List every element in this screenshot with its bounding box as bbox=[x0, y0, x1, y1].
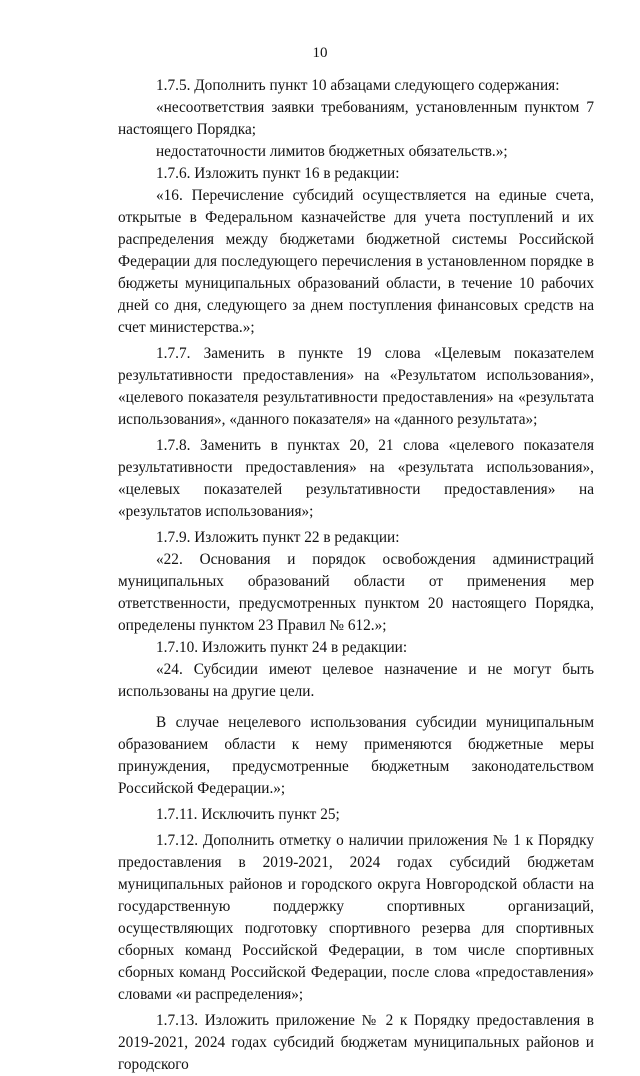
paragraph-1-7-11: 1.7.11. Исключить пункт 25; bbox=[156, 806, 340, 823]
paragraph-1-7-8: 1.7.8. Заменить в пунктах 20, 21 слова «целевого показателя результативности предоставления» на «результата использования», «целевых показателей результативности предоставления» на «результатов использования»; bbox=[118, 437, 594, 520]
paragraph-1-7-13: 1.7.13. Изложить приложение № 2 к Порядку предоставления в 2019-2021, 2024 годах субсидий бюджетам муниципальных районов и городского bbox=[118, 1012, 594, 1073]
paragraph-1-7-5: 1.7.5. Дополнить пункт 10 абзацами следующего содержания: bbox=[156, 77, 560, 94]
paragraph-quote-16: «16. Перечисление субсидий осуществляется на единые счета, открытые в Федеральном казначействе для учета поступлений и их распределения между бюджетами бюджетной системы Российской Федерации для последующего перечисления в установленном порядке в бюджеты муниципальных образований области, в течение 10 рабочих дней со дня, следующего за днем поступления финансовых средств на счет министерства.»; bbox=[118, 187, 594, 336]
paragraph-quote-24: «24. Субсидии имеют целевое назначение и не могут быть использованы на другие цели. bbox=[118, 661, 594, 700]
paragraph-1-7-12: 1.7.12. Дополнить отметку о наличии приложения № 1 к Порядку предоставления в 2019-2021, 2024 годах субсидий бюджетам муниципальных районов и городского округа Новгородской области на государственную поддержку спортивных организаций, осуществляющих подготовку спортивного резерва для спортивных сборных команд Российской Федерации, в том числе спортивных сборных команд Российской Федерации, после слова «предоставления» словами «и распределения»; bbox=[118, 832, 594, 1003]
paragraph-1-7-6: 1.7.6. Изложить пункт 16 в редакции: bbox=[156, 165, 400, 182]
paragraph-1-7-9: 1.7.9. Изложить пункт 22 в редакции: bbox=[156, 529, 400, 546]
paragraph-1-7-7: 1.7.7. Заменить в пункте 19 слова «Целевым показателем результативности предоставления» на «Результатом использования», «целевого показателя результативности предоставления» на «результата использования», «данного показателя» на «данного результата»; bbox=[118, 345, 594, 428]
paragraph-quote-22: «22. Основания и порядок освобождения администраций муниципальных образований области от применения мер ответственности, предусмотренных пунктом 20 настоящего Порядка, определены пунктом 23 Правил № 612.»; bbox=[118, 551, 594, 634]
paragraph-1-7-10: 1.7.10. Изложить пункт 24 в редакции: bbox=[156, 639, 408, 656]
paragraph-quote-limits: недостаточности лимитов бюджетных обязательств.»; bbox=[156, 143, 508, 160]
paragraph-quote-7: «несоответствия заявки требованиям, установленным пунктом 7 настоящего Порядка; bbox=[118, 99, 594, 138]
paragraph-misuse: В случае нецелевого использования субсидии муниципальным образованием области к нему применяются бюджетные меры принуждения, предусмотренные бюджетным законодательством Российской Федерации.»; bbox=[118, 714, 594, 797]
page-number: 10 bbox=[312, 45, 328, 61]
document-body bbox=[118, 75, 594, 1076]
